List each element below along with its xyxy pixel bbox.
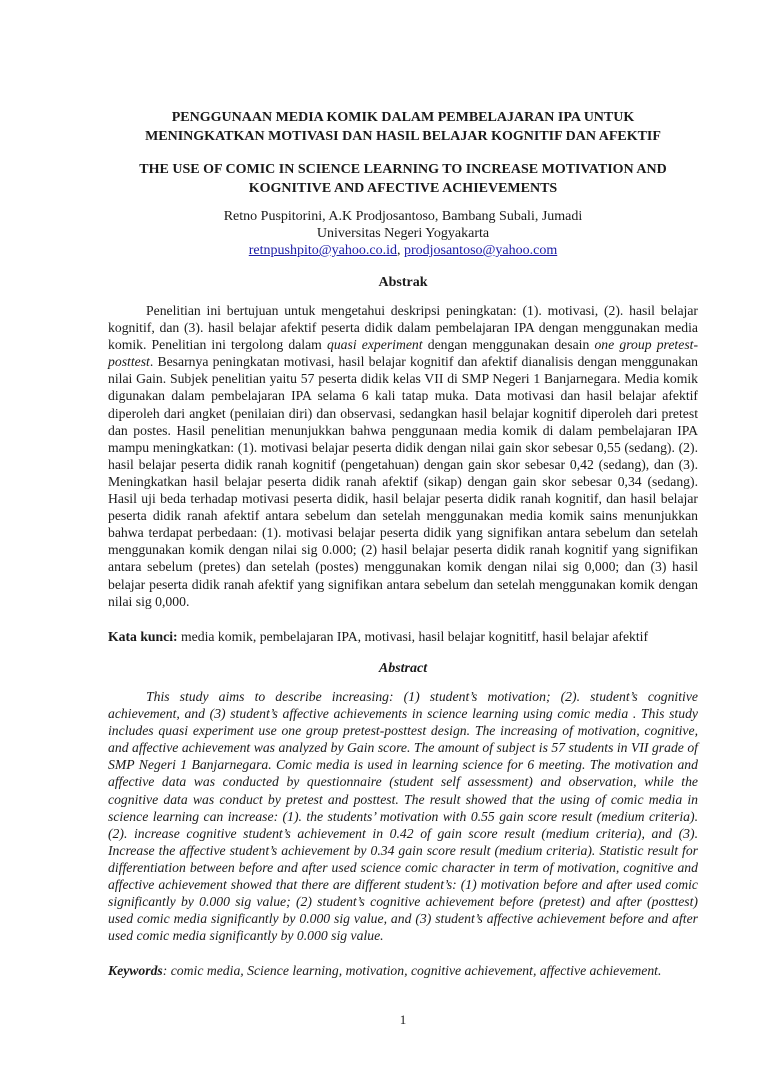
title-indonesian <box>108 108 698 146</box>
email-link-1[interactable]: retnpushpito@yahoo.co.id <box>248 243 397 258</box>
title-english-line1: THE USE OF COMIC IN SCIENCE LEARNING TO INCREASE MOTIVATION AND <box>139 162 667 177</box>
keywords-text: : comic media, Science learning, motivation, cognitive achievement, affective achievement. <box>162 963 662 978</box>
email-link-2[interactable]: prodjosantoso@yahoo.com <box>403 243 558 258</box>
abstrak-text-3: . Besarnya peningkatan motivasi, hasil belajar kognitif dan afektif dianalisis dengan menggunakan nilai Gain. Subjek penelitian yaitu 57 peserta didik kelas VII di SMP Negeri 1 Banjarnegara. Media komik digunakan dalam pembelajaran IPA selama 6 kali tatap muka. Data motivasi dan hasil belajar afektif diperoleh dari angket (penilaian diri) dan observasi, sedangkan hasil belajar kognitif diperoleh dari pretest dan postes. Hasil penelitian menunjukkan bahwa penggunaan media komik di dalam pembelajaran IPA mampu meningkatkan: (1). motivasi belajar peserta didik dengan nilai gain skor sebesar 0,55 (sedang). (2). hasil belajar peserta didik ranah kognitif (pengetahuan) dengan gain skor sebesar 0,42 (sedang), dan (3). Meningkatkan hasil belajar peserta didik ranah afektif (sikap) dengan gain skor sebesar 0,34 (sedang). Hasil uji beda terhadap motivasi peserta didik, hasil belajar peserta didik ranah kognitif, dan hasil belajar peserta didik ranah afektif antara sebelum dan setelah menggunakan media komik sains menunjukkan bahwa terdapat perbedaan: (1). motivasi belajar peserta didik yang signifikan antara sebelum dan setelah menggunakan komik dengan nilai sig 0.000; (2) hasil belajar peserta didik ranah kognitif yang signifikan antara sebelum (pretes) dan setelah (postes) menggunakan komik dengan nilai sig 0,000; dan (3) hasil belajar peserta didik ranah afektif yang signifikan antara sebelum dan setelah menggunakan komik dengan nilai sig 0,000. <box>108 354 698 609</box>
title-indonesian-line2: MENINGKATKAN MOTIVASI DAN HASIL BELAJAR KOGNITIF DAN AFEKTIF <box>145 129 661 144</box>
author-emails <box>108 242 698 259</box>
author-names: Retno Puspitorini, A.K Prodjosantoso, Bambang Subali, Jumadi <box>223 209 583 224</box>
abstract-body: This study aims to describe increasing: (1) student’s motivation; (2). student’s cognitive achievement, and (3) student’s affective achievements in science learning using comic media . This study includes quasi experiment use one group pretest-posttest design. The increasing of motivation, cognitive, and affective achievement was analyzed by Gain score. The amount of subject is 57 students in VII grade of SMP Negeri 1 Banjarnegara. Comic media is used in learning science for 6 meeting. The motivation and affective data was conducted by questionnaire (student self assessment) and observation, while the cognitive data was conduct by pretest and posttest. The result showed that the using of comic media in science learning can increase: (1). the students’ motivation with 0.55 gain score result (medium criteria). (2). increase cognitive student’s achievement in 0.42 of gain score result (medium criteria), and (3). Increase the affective student’s achievement by 0.34 gain score result (medium criteria). Statistic result for differentiation between before and after used science comic character in term of motivation, cognitive and affective achievement showed that there are different student’s: (1) motivation before and after used comic significantly by 0.000 sig value; (2) student’s cognitive achievement before (pretest) and after (posttest) used comic media significantly by 0.000 sig value, and (3) student’s affective achievement before and after used comic media significantly by 0.000 sig value. <box>108 689 698 944</box>
abstrak-heading: Abstrak <box>378 275 428 290</box>
keywords <box>108 962 698 979</box>
title-indonesian-line1: PENGGUNAAN MEDIA KOMIK DALAM PEMBELAJARAN IPA UNTUK <box>171 110 635 125</box>
abstract-heading: Abstract <box>378 661 428 676</box>
kata-kunci-label: Kata kunci: <box>108 629 178 644</box>
kata-kunci <box>108 628 698 645</box>
title-english <box>108 160 698 198</box>
abstrak-body <box>108 302 698 610</box>
abstrak-emphasis-1: quasi experiment <box>326 337 423 353</box>
email-separator: , <box>396 243 404 258</box>
abstrak-emphasis-2: one group pretest-posttest <box>108 337 699 370</box>
page-number: 1 <box>399 1012 407 1027</box>
kata-kunci-text: media komik, pembelajaran IPA, motivasi, hasil belajar kognititf, hasil belajar afektif <box>177 629 649 644</box>
author-affiliation: Universitas Negeri Yogyakarta <box>316 226 490 241</box>
author-block <box>108 208 698 259</box>
title-english-line2: KOGNITIVE AND AFECTIVE ACHIEVEMENTS <box>248 181 558 196</box>
abstrak-text-2: dengan menggunakan desain <box>422 337 595 353</box>
keywords-label: Keywords <box>108 963 163 978</box>
abstrak-text-1: Penelitian ini bertujuan untuk mengetahui deskripsi peningkatan: (1). motivasi, (2). hasil belajar kognitif, dan (3). hasil belajar afektif peserta didik dalam pembelajaran IPA dengan menggunakan media komik. Penelitian ini tergolong dalam <box>108 303 698 353</box>
